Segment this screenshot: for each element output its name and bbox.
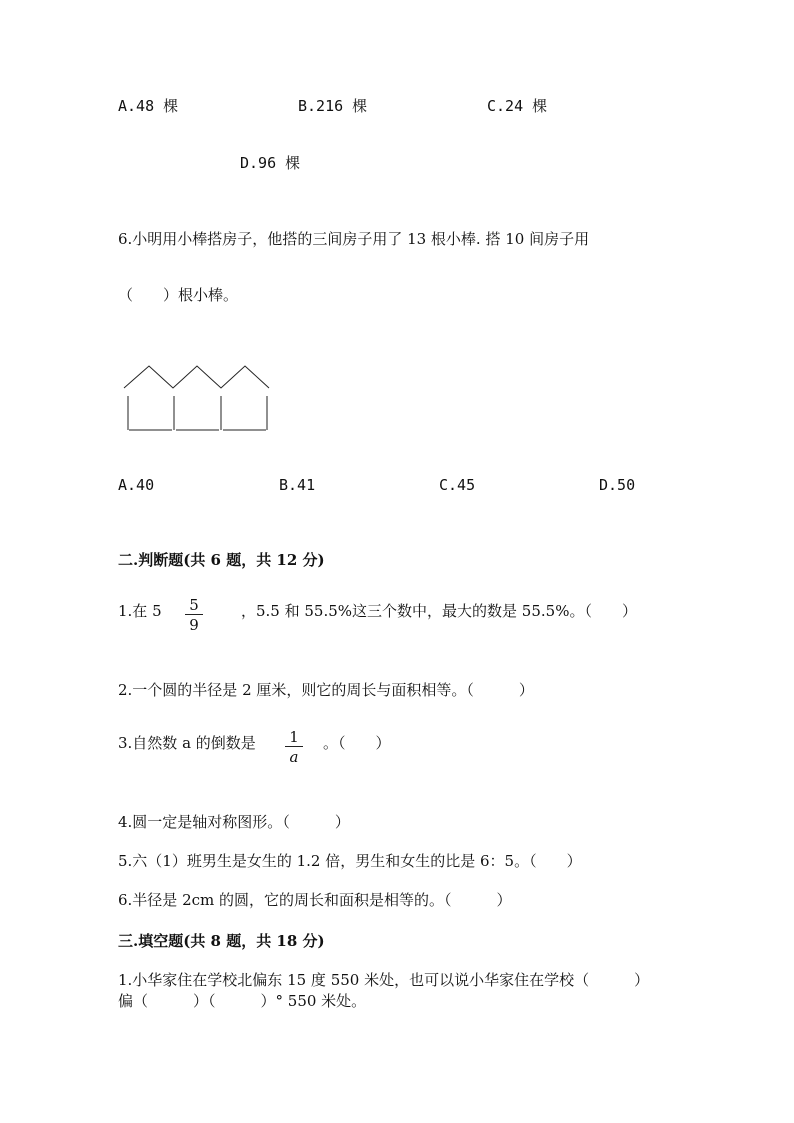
section-heading: 三.填空题(共 8 题，共 18 分) xyxy=(118,932,325,950)
fraction xyxy=(283,730,305,766)
fraction xyxy=(183,598,205,634)
judge-q5: 5.六（1）班男生是女生的 1.2 倍，男生和女生的比是 6：5。（ ） xyxy=(118,852,582,870)
houses-figure xyxy=(118,360,278,436)
judge-q4: 4.圆一定是轴对称图形。（ ） xyxy=(118,813,350,831)
judge-q3-suffix: 。（ ） xyxy=(323,734,391,752)
option-a: A.48 棵 xyxy=(118,97,179,115)
judge-q6: 6.半径是 2cm 的圆，它的周长和面积是相等的。（ ） xyxy=(118,891,512,909)
judge-q1-prefix: 1.在 5 xyxy=(118,602,162,620)
fraction-numerator: 1 xyxy=(289,728,299,746)
option-b: B.216 棵 xyxy=(298,97,368,115)
option-c: C.24 棵 xyxy=(487,97,548,115)
fraction-numerator: 5 xyxy=(189,596,199,614)
fraction-denominator: 9 xyxy=(189,616,199,634)
option-d: D.50 xyxy=(599,476,636,494)
judge-q2: 2.一个圆的半径是 2 厘米，则它的周长与面积相等。（ ） xyxy=(118,681,534,699)
option-a: A.40 xyxy=(118,476,155,494)
judge-q3-prefix: 3.自然数 a 的倒数是 xyxy=(118,734,256,752)
option-b: B.41 xyxy=(279,476,316,494)
option-d: D.96 棵 xyxy=(240,154,301,172)
option-c: C.45 xyxy=(439,476,476,494)
judge-q1-suffix: ，5.5 和 55.5%这三个数中，最大的数是 55.5%。（ ） xyxy=(241,602,637,620)
fill-q1-line1: 1.小华家住在学校北偏东 15 度 550 米处，也可以说小华家住在学校（ ） xyxy=(118,971,650,989)
question-text: 6.小明用小棒搭房子，他搭的三间房子用了 13 根小棒. 搭 10 间房子用 xyxy=(118,230,590,248)
fraction-denominator: a xyxy=(289,748,299,766)
section-heading: 二.判断题(共 6 题，共 12 分) xyxy=(118,551,325,569)
question-text-cont: （ ）根小棒。 xyxy=(118,286,239,304)
fill-q1-line2: 偏（ ）（ ）° 550 米处。 xyxy=(118,992,367,1010)
